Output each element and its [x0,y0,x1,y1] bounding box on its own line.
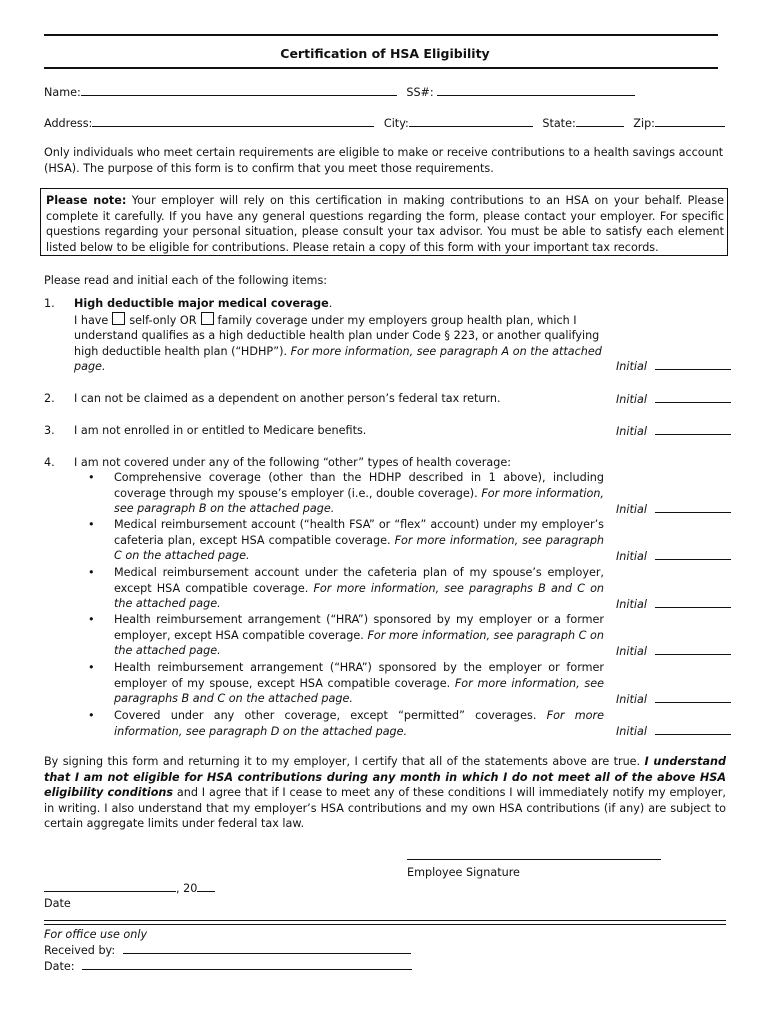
initial-label: Initial [616,425,647,438]
family-checkbox[interactable] [201,312,214,325]
bullet-dot: • [88,709,95,722]
date-label: Date [44,897,71,910]
bullet-5-initial-field[interactable] [655,691,731,703]
initial-label: Initial [616,550,647,563]
name-label: Name: [44,86,81,99]
bullet-dot: • [88,471,95,484]
bullet-text: Health reimbursement arrangement (“HRA”) sponsored by the employer or former employer of my spouse, except HSA compatible coverage. For more information, see paragraphs B and C on the attached page. [114,661,604,705]
state-label: State: [542,117,576,130]
office-date-field[interactable] [82,958,412,970]
initial-label: Initial [616,598,647,611]
item-2-number: 2. [44,392,55,405]
name-field[interactable] [81,84,397,96]
title-rule [44,67,718,69]
bullet-1-initial [616,501,731,518]
address-label: Address: [44,117,93,130]
zip-field[interactable] [655,115,725,127]
bullet-4-initial-field[interactable] [655,643,731,655]
certify-part-1: By signing this form and returning it to my employer, I certify that all of the statements above are true. [44,755,641,768]
date-field[interactable] [44,880,176,892]
item-1-number: 1. [44,297,55,310]
item-1-initial-field[interactable] [655,358,731,370]
form-title: Certification of HSA Eligibility [280,46,490,61]
item-1-initial [616,358,731,375]
item-3-initial [616,423,731,440]
initial-label: Initial [616,393,647,406]
bullet-1-initial-field[interactable] [655,501,731,513]
bullet-2-initial-field[interactable] [655,548,731,560]
city-label: City: [383,117,409,130]
item-1-family-text: family coverage under my employers group health plan, which I understand qualifies as a high deductible health plan under Code § 223, or another qualifying high deductible health plan (“HDHP”). [74,313,600,358]
office-date-label: Date: [44,960,75,973]
zip-label: Zip: [633,117,655,130]
item-3-text: I am not enrolled in or entitled to Medicare benefits. [74,424,367,437]
bullet-dot: • [88,661,95,674]
bullet-dot: • [88,613,95,626]
top-rule [44,34,718,36]
bullet-text: Health reimbursement arrangement (“HRA”) sponsored by my employer or a former employer, except HSA compatible coverage. For more information, see paragraph C on the attached page. [114,613,604,657]
certify-part-2: I understand that I am not eligible for HSA contributions during any month in which I do not meet all of the above HSA eligibility conditions [44,755,726,799]
bullet-5-initial [616,691,731,708]
item-2-initial-field[interactable] [655,391,731,403]
item-1-body [74,296,604,375]
note-box [40,188,728,256]
signature-line[interactable] [407,848,661,865]
bullet-3-initial-field[interactable] [655,596,731,608]
received-label: Received by: [44,944,116,957]
note-text: Your employer will rely on this certification in making contributions to an HSA on your behalf. Please complete it carefully. If you have any general questions regarding the form, please contact your employer. For specific questions regarding your personal situation, please consult your tax advisor. You must be able to satisfy each element listed below to be eligible for contributions. Please retain a copy of this form with your important tax records. [46,194,724,254]
initial-label: Initial [616,693,647,706]
item-3-initial-field[interactable] [655,423,731,435]
date-year-prefix: , 20 [176,882,198,895]
bullet-text: Medical reimbursement account under the cafeteria plan of my spouse’s employer, except HSA compatible coverage. For more information, see paragraphs B and C on the attached page. [114,566,605,610]
self-only-label: self-only OR [129,313,197,327]
intro-paragraph: Only individuals who meet certain requirements are eligible to make or receive contributions to a health savings account (HSA). The purpose of this form is to confirm that you meet those requirements. [44,146,724,175]
certification-paragraph [44,754,726,832]
bullet-dot: • [88,518,95,531]
bullet-text: Medical reimbursement account (“health FSA” or “flex” account) under my employer’s cafeteria plan, except HSA compatible coverage. For more information, see paragraph C on the attached page. [114,518,605,562]
bullet-text: Covered under any other coverage, except “permitted” coverages. For more information, see paragraph D on the attached page. [114,709,604,738]
date-row [44,880,215,897]
self-only-checkbox[interactable] [112,312,125,325]
office-date-row [44,958,412,975]
certify-part-3: and I agree that if I cease to meet any of these conditions I will immediately notify my employer, in writing. I also understand that my employer’s HSA contributions and my own HSA contributions (if any) are subject to certain aggregate limits under federal tax law. [44,786,726,830]
initial-label: Initial [616,725,647,738]
initial-label: Initial [616,645,647,658]
bullet-dot: • [88,566,95,579]
instructions: Please read and initial each of the following items: [44,274,328,287]
item-4-text: I am not covered under any of the following “other” types of health coverage: [74,456,511,469]
initial-label: Initial [616,503,647,516]
bullet-2-initial [616,548,731,565]
signature-label: Employee Signature [407,866,520,879]
item-4-number: 4. [44,456,55,469]
item-1-ref: For more information, see paragraph A on the attached page. [74,344,602,373]
item-1-have: I have [74,313,109,327]
item-1-heading-period: . [328,297,333,310]
note-label: Please note: [46,194,127,207]
city-field[interactable] [409,115,533,127]
address-field[interactable] [92,115,374,127]
bullet-6-initial-field[interactable] [655,723,731,735]
bullet-text: Comprehensive coverage (other than the HDHP described in 1 above), including coverage through my spouse’s employer (i.e., double coverage). For more information, see paragraph B on the attached page. [114,471,604,515]
office-heading: For office use only [44,928,148,941]
bullet-4-initial [616,643,731,660]
item-1-heading: High deductible major medical coverage [74,297,329,310]
ssn-field[interactable] [437,84,635,96]
state-field[interactable] [576,115,624,127]
item-2-text: I can not be claimed as a dependent on another person’s federal tax return. [74,392,501,405]
item-3-number: 3. [44,424,55,437]
received-field[interactable] [123,942,411,954]
initial-label: Initial [616,360,647,373]
received-row [44,942,411,959]
ssn-label: SS#: [406,86,434,99]
item-2-initial [616,391,731,408]
bullet-6-initial [616,723,731,740]
name-row [44,84,635,101]
bullet-3-initial [616,596,731,613]
date-year-field[interactable] [197,880,215,892]
office-divider [44,920,726,925]
address-row [44,115,725,132]
